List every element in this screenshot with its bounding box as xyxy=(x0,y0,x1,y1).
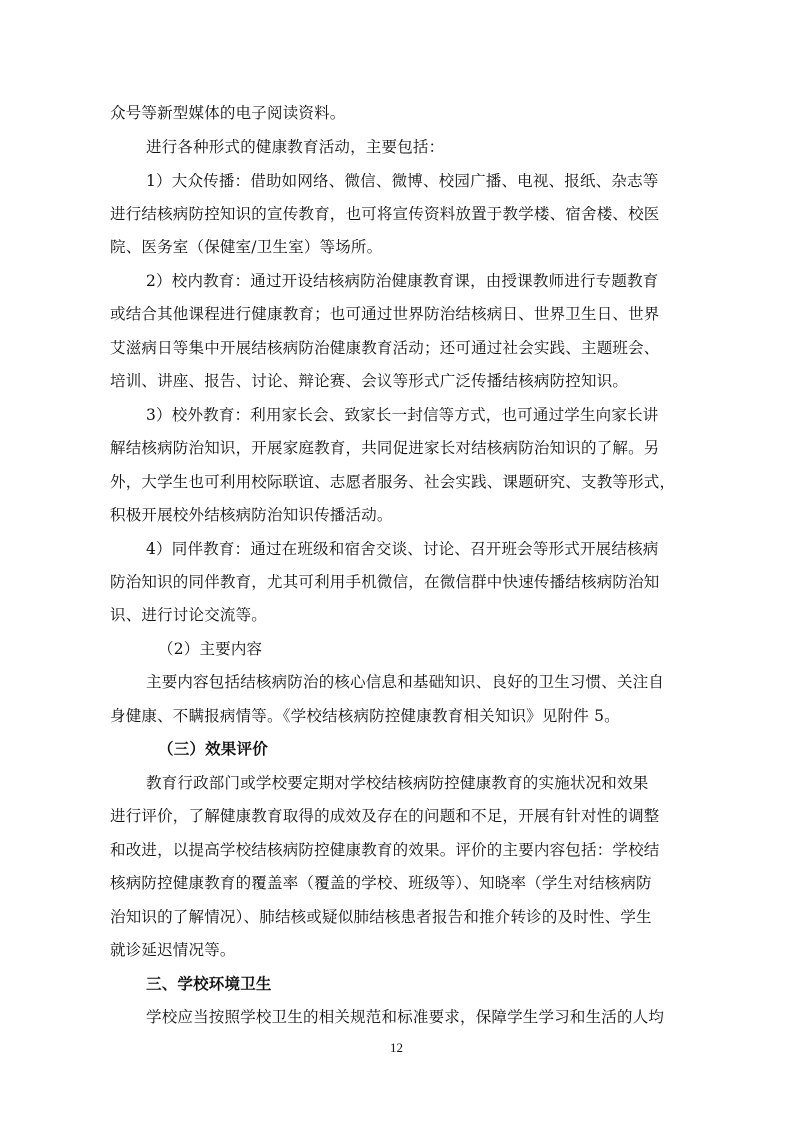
paragraph-line: 外，大学生也可利用校际联谊、志愿者服务、社会实践、课题研究、支教等形式， xyxy=(110,473,676,491)
list-item-line: 4）同伴教育：通过在班级和宿舍交谈、讨论、召开班会等形式开展结核病 xyxy=(146,540,659,558)
paragraph-line: 进行评价，了解健康教育取得的成效及存在的问题和不足，开展有针对性的调整 xyxy=(110,807,660,825)
paragraph-line: 防治知识的同伴教育，尤其可利用手机微信，在微信群中快速传播结核病防治知 xyxy=(110,573,660,591)
paragraph-line: 和改进，以提高学校结核病防控健康教育的效果。评价的主要内容包括：学校结 xyxy=(110,841,660,859)
paragraph-line: 核病防控健康教育的覆盖率（覆盖的学校、班级等）、知晓率（学生对结核病防 xyxy=(110,874,652,892)
paragraph-line: 艾滋病日等集中开展结核病防治健康教育活动；还可通过社会实践、主题班会、 xyxy=(110,339,660,357)
paragraph-line: 学校应当按照学校卫生的相关规范和标准要求，保障学生学习和生活的人均 xyxy=(146,1008,665,1026)
paragraph-line: 众号等新型媒体的电子阅读资料。 xyxy=(110,104,346,122)
paragraph-line: 进行结核病防控知识的宣传教育，也可将宣传资料放置于教学楼、宿舍楼、校医 xyxy=(110,205,660,223)
paragraph-line: 识、进行讨论交流等。 xyxy=(110,606,268,624)
list-item-line: 1）大众传播：借助如网络、微信、微博、校园广播、电视、报纸、杂志等 xyxy=(146,172,659,190)
paragraph-line: 进行各种形式的健康教育活动，主要包括： xyxy=(146,138,445,156)
paragraph-line: 院、医务室（保健室/卫生室）等场所。 xyxy=(110,238,383,256)
paragraph-line: 主要内容包括结核病防治的核心信息和基础知识、良好的卫生习惯、关注自 xyxy=(146,673,665,691)
paragraph-line: 积极开展校外结核病防治知识传播活动。 xyxy=(110,506,393,524)
paragraph-line: 治知识的了解情况）、肺结核或疑似肺结核患者报告和推介转诊的及时性、学生 xyxy=(110,908,652,926)
paragraph-line: 或结合其他课程进行健康教育；也可通过世界防治结核病日、世界卫生日、世界 xyxy=(110,305,660,323)
paragraph-line: 培训、讲座、报告、讨论、辩论赛、会议等形式广泛传播结核病防控知识。 xyxy=(110,372,629,390)
list-item-line: 2）校内教育：通过开设结核病防治健康教育课，由授课教师进行专题教育 xyxy=(146,272,659,290)
paragraph-line: 解结核病防治知识，开展家庭教育，共同促进家长对结核病防治知识的了解。另 xyxy=(110,439,660,457)
subsection-heading: （2）主要内容 xyxy=(158,640,263,658)
paragraph-line: 身健康、不瞒报病情等。《学校结核病防控健康教育相关知识》见附件 5。 xyxy=(110,707,620,725)
chapter-heading: 三、学校环境卫生 xyxy=(146,974,272,993)
paragraph-line: 教育行政部门或学校要定期对学校结核病防控健康教育的实施状况和效果 xyxy=(146,774,649,792)
list-item-line: 3）校外教育：利用家长会、致家长一封信等方式，也可通过学生向家长讲 xyxy=(146,406,659,424)
paragraph-line: 就诊延迟情况等。 xyxy=(110,941,236,959)
page-number: 12 xyxy=(390,1040,403,1055)
section-heading: （三）效果评价 xyxy=(158,739,268,758)
